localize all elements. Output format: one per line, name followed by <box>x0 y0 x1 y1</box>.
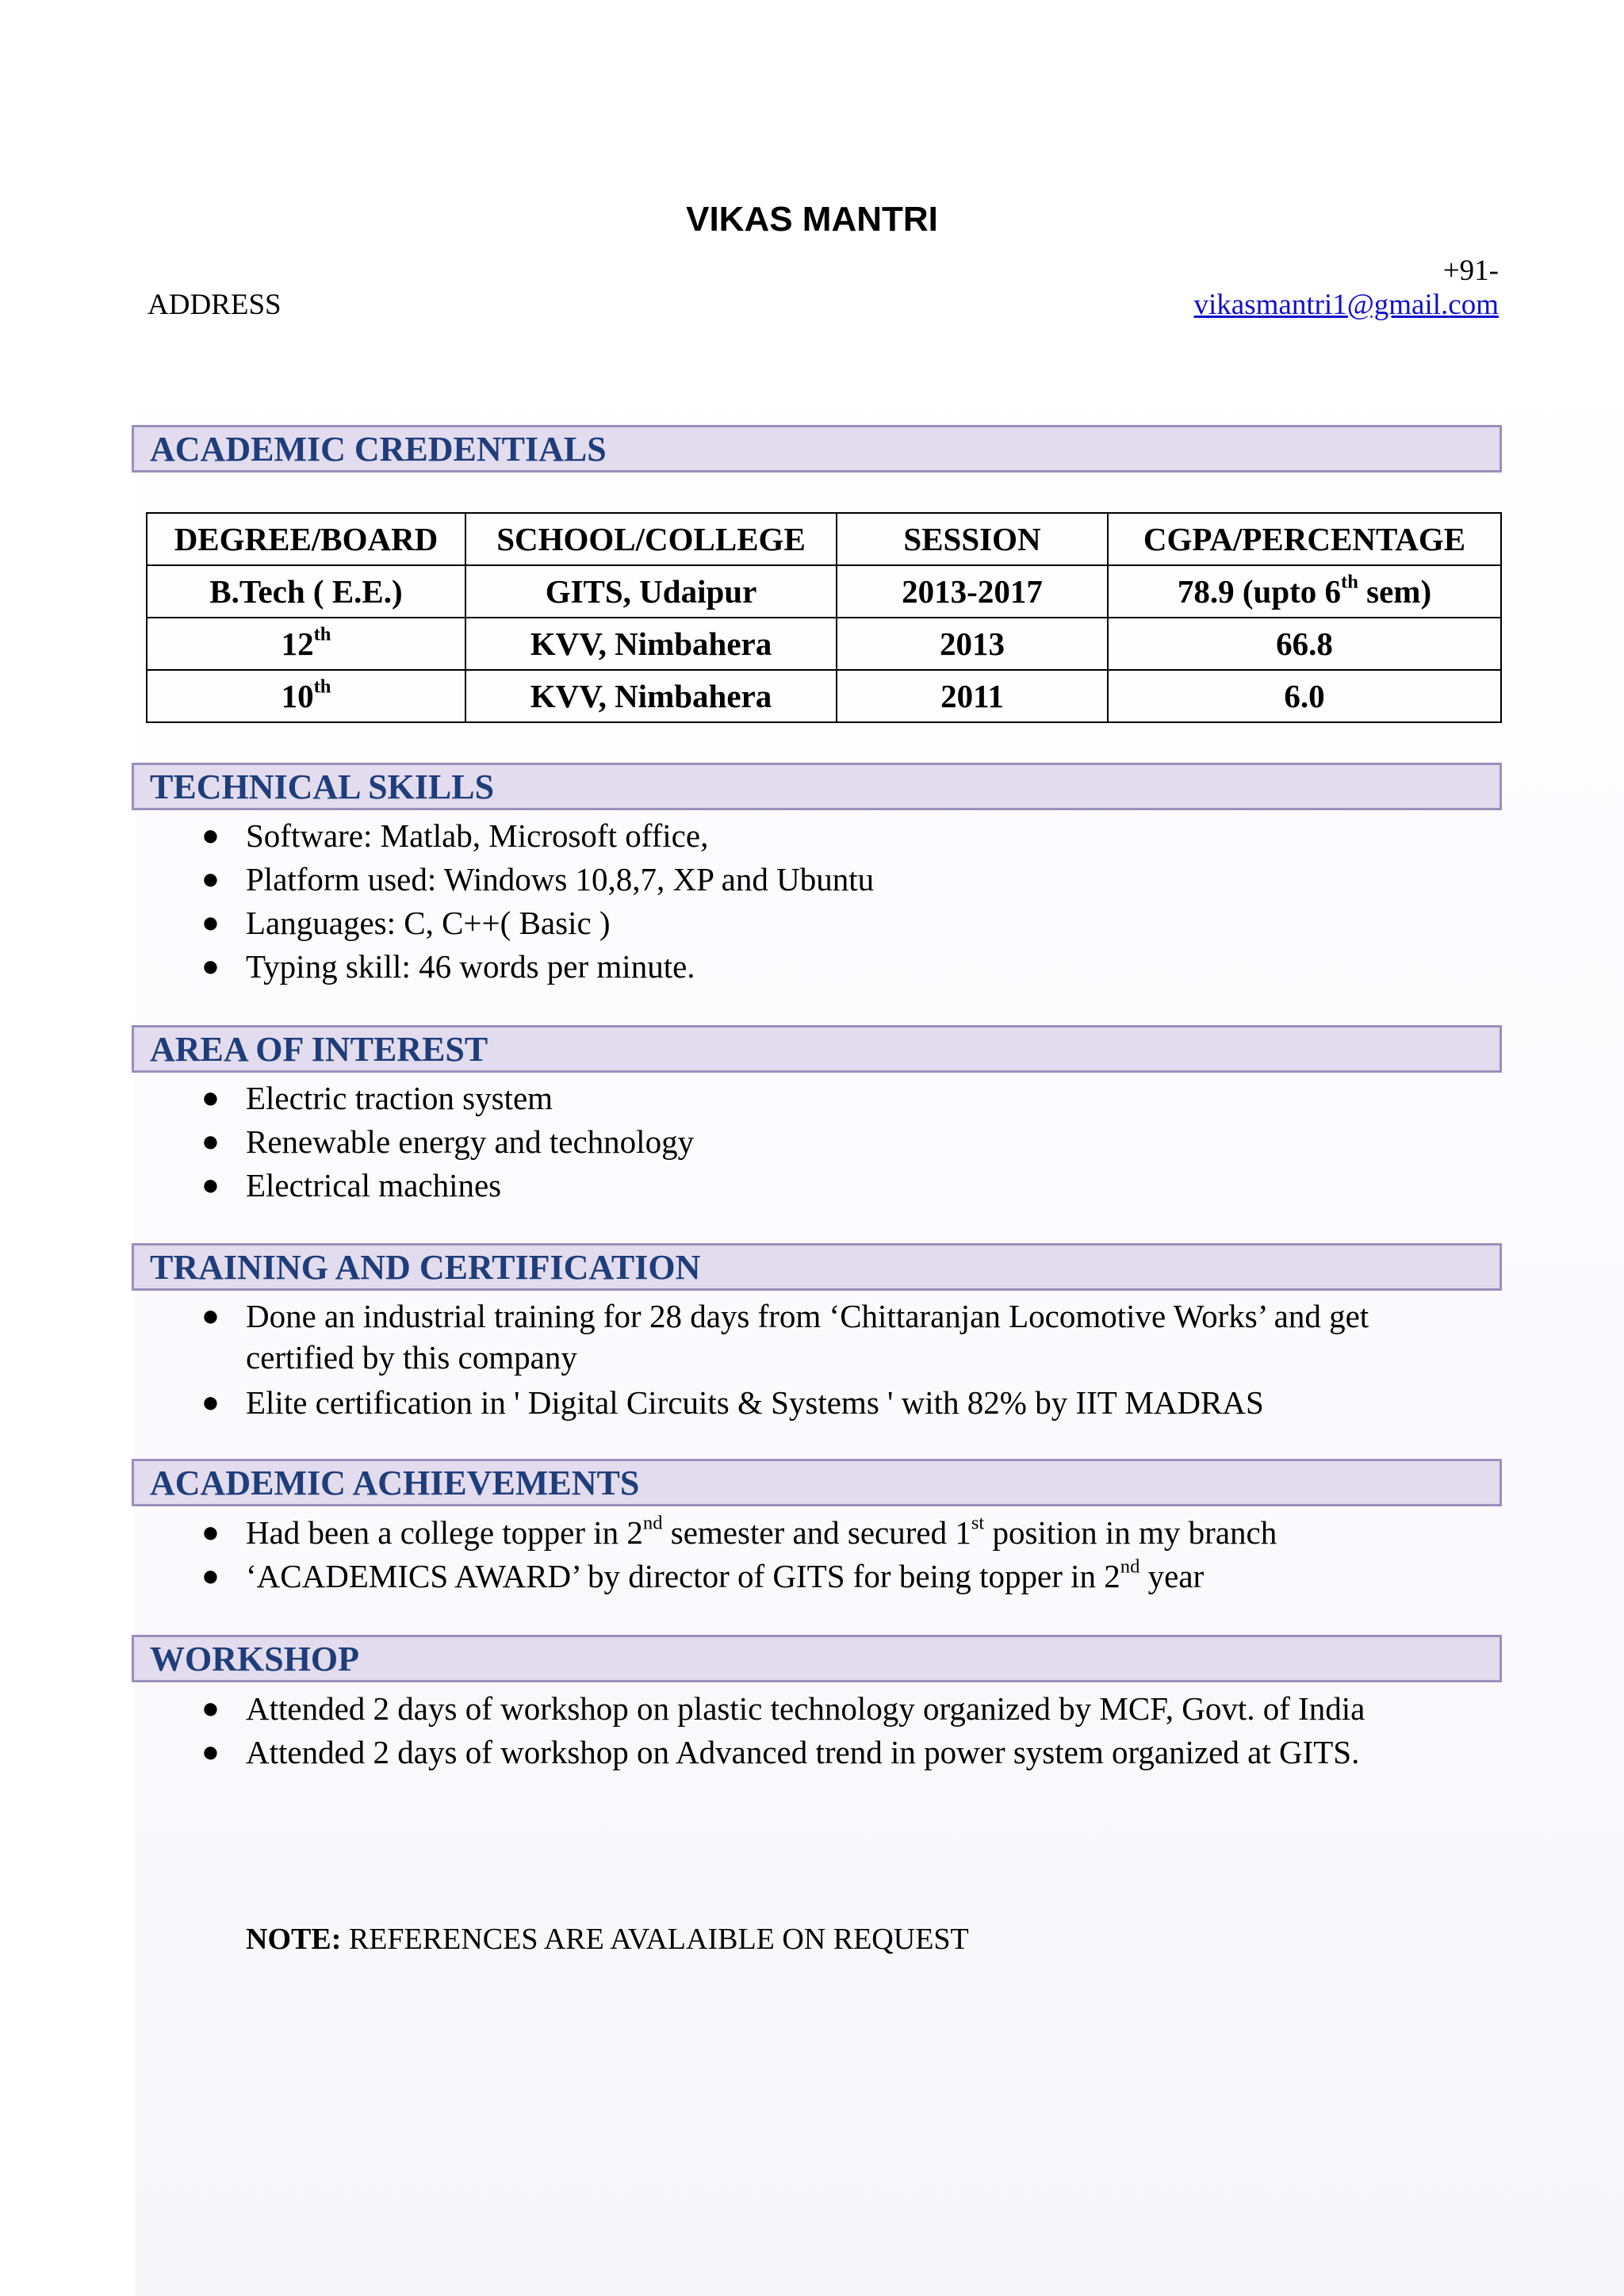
workshop-list <box>187 1687 1519 1774</box>
bullet-icon: ● <box>201 863 220 896</box>
column-header: CGPA/PERCENTAGE <box>1108 513 1501 565</box>
school-cell: KVV, Nimbahera <box>465 670 837 722</box>
column-header: SCHOOL/COLLEGE <box>465 513 837 565</box>
bullet-icon: ● <box>201 1559 220 1593</box>
candidate-name: VIKAS MANTRI <box>686 200 938 239</box>
column-header: DEGREE/BOARD <box>147 513 465 565</box>
section-header-area-of-interest: AREA OF INTEREST <box>132 1025 1502 1073</box>
degree-cell: 10th <box>147 670 465 722</box>
list-item: ● Had been a college topper in 2nd semester and secured 1st position in my branch <box>187 1511 1519 1555</box>
technical-skills-list <box>187 814 1519 989</box>
session-cell: 2013-2017 <box>837 565 1108 618</box>
section-header-workshop: WORKSHOP <box>132 1635 1502 1682</box>
table-row <box>147 565 1501 618</box>
school-cell: KVV, Nimbahera <box>465 618 837 670</box>
section-header-academic-credentials: ACADEMIC CREDENTIALS <box>132 425 1502 473</box>
score-cell: 78.9 (upto 6th sem) <box>1108 565 1501 618</box>
list-item: ● ‘ACADEMICS AWARD’ by director of GITS for being topper in 2nd year <box>187 1555 1519 1598</box>
table-row <box>147 670 1501 722</box>
bullet-icon: ● <box>201 819 220 852</box>
list-item: ● Electric traction system <box>187 1077 1519 1120</box>
bullet-icon: ● <box>201 1299 220 1333</box>
bullet-icon: ● <box>201 1516 220 1549</box>
bullet-icon: ● <box>201 950 220 983</box>
section-header-technical-skills: TECHNICAL SKILLS <box>132 763 1502 810</box>
list-item: ● Languages: C, C++( Basic ) <box>187 901 1519 945</box>
list-item: ● Typing skill: 46 words per minute. <box>187 945 1519 989</box>
table-header-row <box>147 513 1501 565</box>
section-header-training: TRAINING AND CERTIFICATION <box>132 1243 1502 1291</box>
list-item: ● Electrical machines <box>187 1164 1519 1207</box>
note-label: NOTE: <box>246 1923 342 1956</box>
list-item: ● Renewable energy and technology <box>187 1120 1519 1164</box>
bullet-icon: ● <box>201 1692 220 1725</box>
score-cell: 6.0 <box>1108 670 1501 722</box>
list-item: ● Software: Matlab, Microsoft office, <box>187 814 1519 858</box>
degree-cell: 12th <box>147 618 465 670</box>
credentials-table <box>146 512 1502 723</box>
training-list <box>187 1295 1472 1425</box>
achievements-list <box>187 1511 1519 1598</box>
section-header-academic-achievements: ACADEMIC ACHIEVEMENTS <box>132 1459 1502 1506</box>
column-header: SESSION <box>837 513 1108 565</box>
address-label: ADDRESS <box>147 289 282 321</box>
references-note <box>246 1922 969 1957</box>
score-cell: 66.8 <box>1108 618 1501 670</box>
table-row <box>147 618 1501 670</box>
bullet-icon: ● <box>201 1125 220 1158</box>
session-cell: 2011 <box>837 670 1108 722</box>
school-cell: GITS, Udaipur <box>465 565 837 618</box>
bullet-icon: ● <box>201 1169 220 1202</box>
list-item: ● Attended 2 days of workshop on Advanced trend in power system organized at GITS. <box>187 1731 1519 1774</box>
note-text: REFERENCES ARE AVALAIBLE ON REQUEST <box>341 1923 969 1956</box>
bullet-icon: ● <box>201 1386 220 1419</box>
bullet-icon: ● <box>201 1081 220 1115</box>
email-link[interactable]: vikasmantri1@gmail.com <box>1193 289 1499 321</box>
session-cell: 2013 <box>837 618 1108 670</box>
list-item: ● Elite certification in ' Digital Circuits & Systems ' with 82% by IIT MADRAS <box>187 1381 1472 1425</box>
bullet-icon: ● <box>201 906 220 939</box>
list-item: ● Attended 2 days of workshop on plastic technology organized by MCF, Govt. of India <box>187 1687 1519 1731</box>
phone-number: +91- <box>1442 254 1499 287</box>
degree-cell: B.Tech ( E.E.) <box>147 565 465 618</box>
list-item: ● Done an industrial training for 28 days from ‘Chittaranjan Locomotive Works’ and get certified by this company <box>187 1295 1472 1378</box>
interest-list <box>187 1077 1519 1207</box>
bullet-icon: ● <box>201 1735 220 1769</box>
list-item: ● Platform used: Windows 10,8,7, XP and Ubuntu <box>187 858 1519 901</box>
